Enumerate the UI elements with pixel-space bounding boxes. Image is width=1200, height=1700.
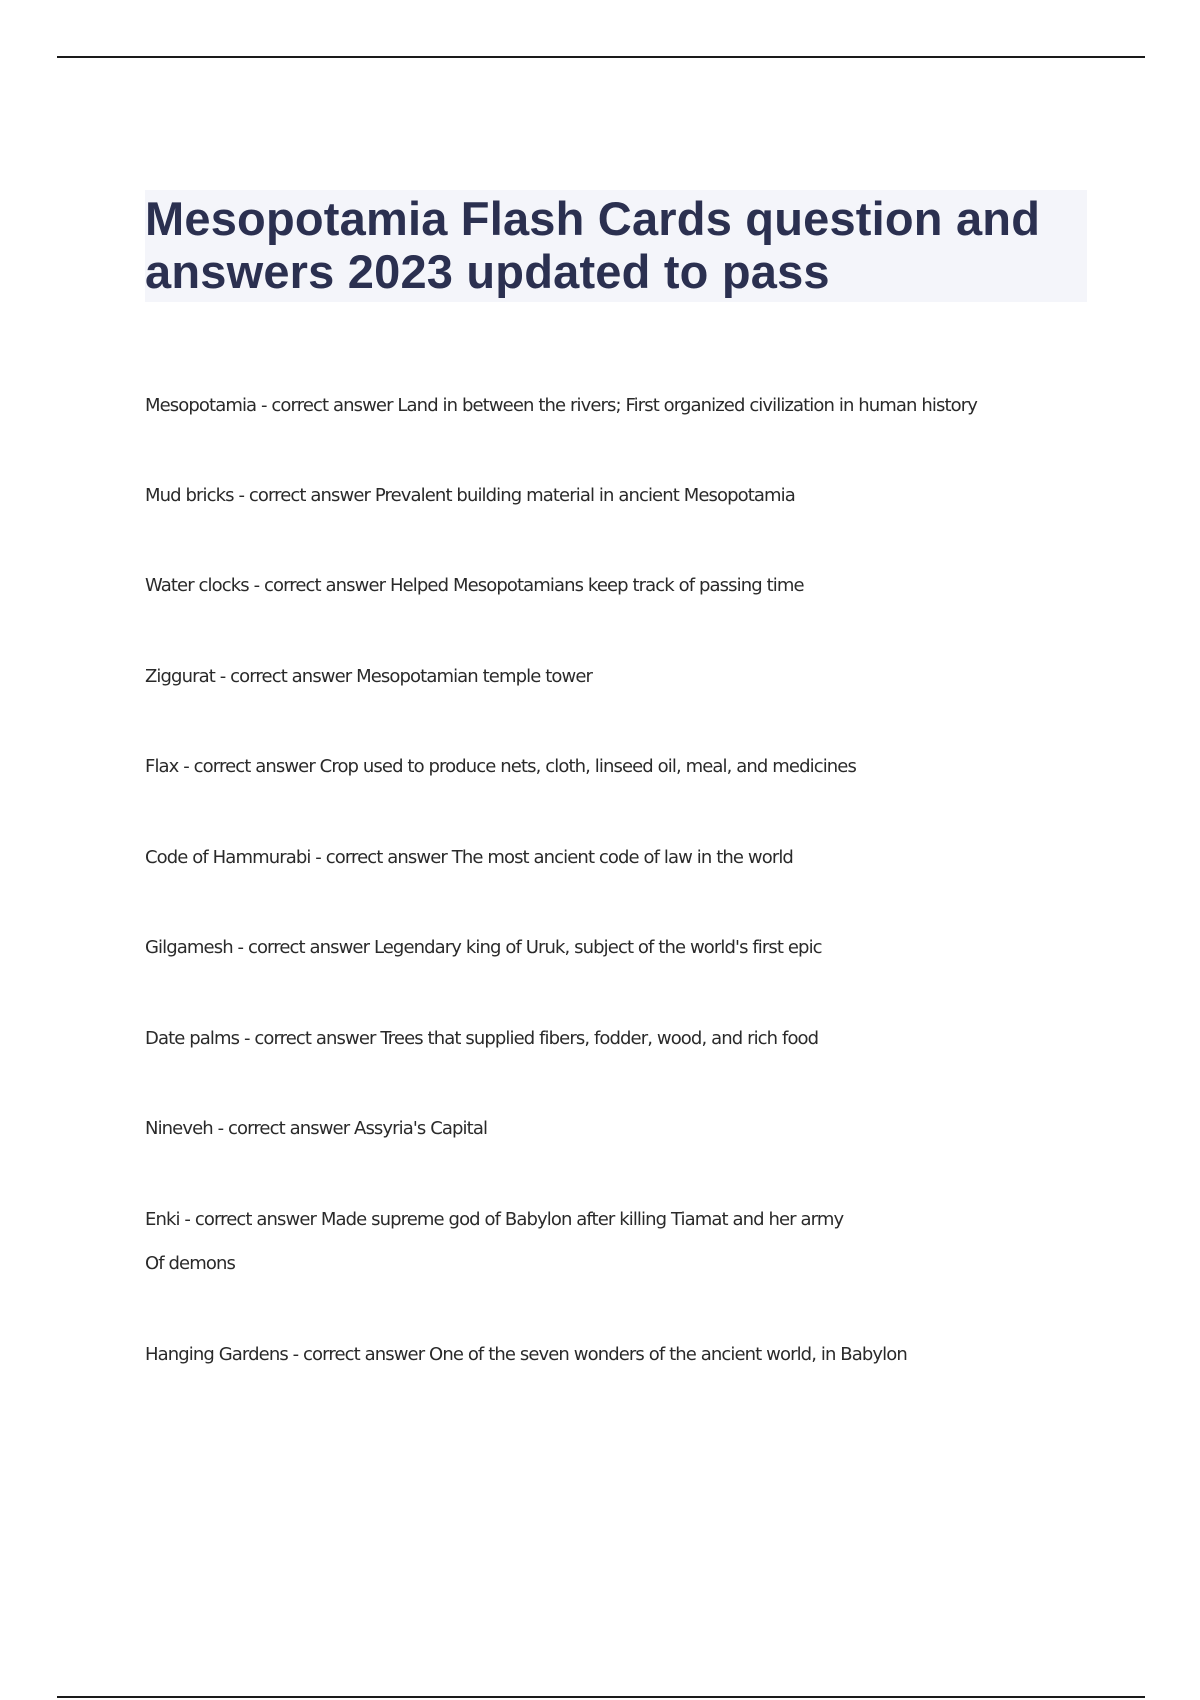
card-separator: - correct answer	[287, 1344, 430, 1365]
flashcard-hanging-gardens	[145, 1344, 907, 1366]
card-answer: The most ancient code of law in the world	[451, 847, 793, 868]
card-separator: - correct answer	[212, 1118, 355, 1139]
card-answer: Mesopotamian temple tower	[356, 666, 592, 687]
card-separator: - correct answer	[233, 485, 375, 506]
flashcard-ziggurat	[145, 666, 592, 688]
flashcard-flax	[145, 756, 856, 778]
flashcard-enki	[145, 1209, 843, 1275]
card-term: Gilgamesh	[145, 937, 233, 958]
flashcard-date-palms	[145, 1028, 818, 1050]
card-term: Enki	[145, 1209, 180, 1230]
card-term: Mud bricks	[145, 485, 234, 506]
card-term: Code of Hammurabi	[145, 847, 311, 868]
card-answer: One of the seven wonders of the ancient world, in Babylon	[429, 1344, 907, 1365]
card-separator: - correct answer	[248, 575, 390, 596]
card-answer: Prevalent building material in ancient Mesopotamia	[374, 485, 795, 506]
flashcard-mesopotamia	[145, 395, 977, 417]
card-answer: Land in between the rivers; First organized civilization in human history	[397, 395, 977, 416]
flashcard-water-clocks	[145, 575, 804, 597]
card-answer: Helped Mesopotamians keep track of passing time	[389, 575, 804, 596]
flashcard-mud-bricks	[145, 485, 795, 507]
flashcard-nineveh	[145, 1118, 487, 1140]
card-term: Nineveh	[145, 1118, 213, 1139]
card-term: Water clocks	[145, 575, 249, 596]
flashcard-gilgamesh	[145, 937, 822, 959]
card-separator: - correct answer	[239, 1028, 381, 1049]
card-answer-continuation: Of demons	[145, 1253, 235, 1274]
card-answer: Legendary king of Uruk, subject of the world's first epic	[373, 937, 822, 958]
top-rule	[57, 56, 1145, 58]
bottom-rule	[57, 1696, 1145, 1698]
card-separator: - correct answer	[256, 395, 398, 416]
card-term: Ziggurat	[145, 666, 215, 687]
flashcard-code-of-hammurabi	[145, 847, 793, 869]
card-separator: - correct answer	[179, 1209, 321, 1230]
card-term: Date palms	[145, 1028, 240, 1049]
card-term: Mesopotamia	[145, 395, 257, 416]
card-answer: Made supreme god of Babylon after killing Tiamat and her army	[320, 1209, 844, 1230]
card-separator: - correct answer	[232, 937, 374, 958]
card-answer: Trees that supplied fibers, fodder, wood, and rich food	[380, 1028, 819, 1049]
card-separator: - correct answer	[214, 666, 357, 687]
card-separator: - correct answer	[310, 847, 452, 868]
card-term: Hanging Gardens	[145, 1344, 288, 1365]
card-answer: Crop used to produce nets, cloth, linseed oil, meal, and medicines	[319, 756, 856, 777]
card-separator: - correct answer	[178, 756, 320, 777]
card-term: Flax	[145, 756, 179, 777]
page-title: Mesopotamia Flash Cards question and answers 2023 updated to pass	[145, 192, 1041, 298]
card-answer: Assyria's Capital	[354, 1118, 488, 1139]
